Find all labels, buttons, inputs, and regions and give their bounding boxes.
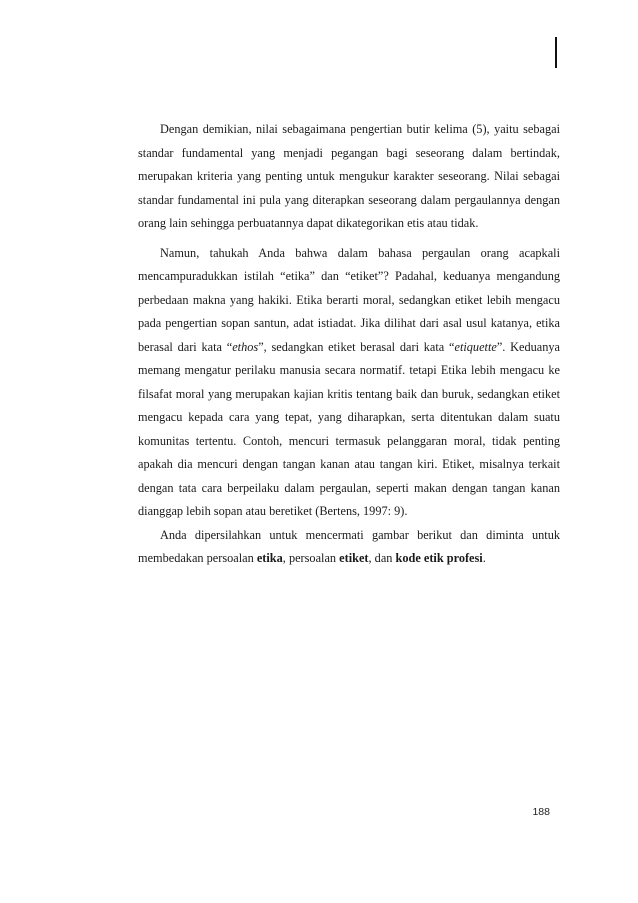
term-etika: etika xyxy=(256,551,283,565)
page-corner-mark xyxy=(555,37,557,68)
paragraph-2 xyxy=(138,242,560,524)
term-ethos: ethos xyxy=(232,339,259,354)
document-body xyxy=(138,118,560,571)
paragraph-1 xyxy=(138,118,560,236)
page-number: 188 xyxy=(532,806,550,818)
paragraph-3-text: , persoalan xyxy=(282,551,340,565)
paragraph-2-text: Namun, tahukah Anda bahwa dalam bahasa pergaulan orang acapkali mencampuradukkan istilah “etika” dan “etiket”? Padahal, keduanya mengandung perbedaan makna yang hakiki. Etika berarti moral, sedangkan etiket lebih mengacu pada pengertian sopan santun, adat istiadat. Jika dilihat dari asal usul katanya, etika berasal dari kata “ xyxy=(138,245,560,354)
paragraph-3-text: . xyxy=(482,551,486,565)
term-kode-etik-profesi: kode etik profesi xyxy=(395,551,483,565)
paragraph-3-text: Anda dipersilahkan untuk mencermati gambar berikut dan diminta untuk membedakan persoalan xyxy=(138,527,560,565)
term-etiket: etiket xyxy=(339,551,369,565)
paragraph-3-text: , dan xyxy=(368,551,396,565)
paragraph-1-text: Dengan demikian, nilai sebagaimana pengertian butir kelima (5), yaitu sebagai standar fundamental yang menjadi pegangan bagi seseorang dalam bertindak, merupakan kriteria yang penting untuk mengukur karakter seseorang. Nilai sebagai standar fundamental ini pula yang diterapkan seseorang dalam pergaulannya dengan orang lain sehingga perbuatannya dapat dikategorikan etis atau tidak. xyxy=(138,122,560,230)
paragraph-2-text: ”. Keduanya memang mengatur perilaku manusia secara normatif. tetapi Etika lebih mengacu ke filsafat moral yang merupakan kajian kritis tentang baik dan buruk, sedangkan etiket mengacu kepada cara yang tepat, yang diharapkan, serta ditentukan dalam suatu komunitas tertentu. Contoh, mencuri termasuk pelanggaran moral, tidak penting apakah dia mencuri dengan tangan kanan atau tangan kiri. Etiket, misalnya terkait dengan tata cara berpeilaku dalam pergaulan, seperti makan dengan tangan kanan dianggap lebih sopan atau beretiket (Bertens, 1997: 9). xyxy=(138,339,560,518)
paragraph-2-text: ”, sedangkan etiket berasal dari kata “ xyxy=(258,339,455,354)
term-etiquette: etiquette xyxy=(454,339,497,354)
paragraph-3 xyxy=(138,524,560,571)
